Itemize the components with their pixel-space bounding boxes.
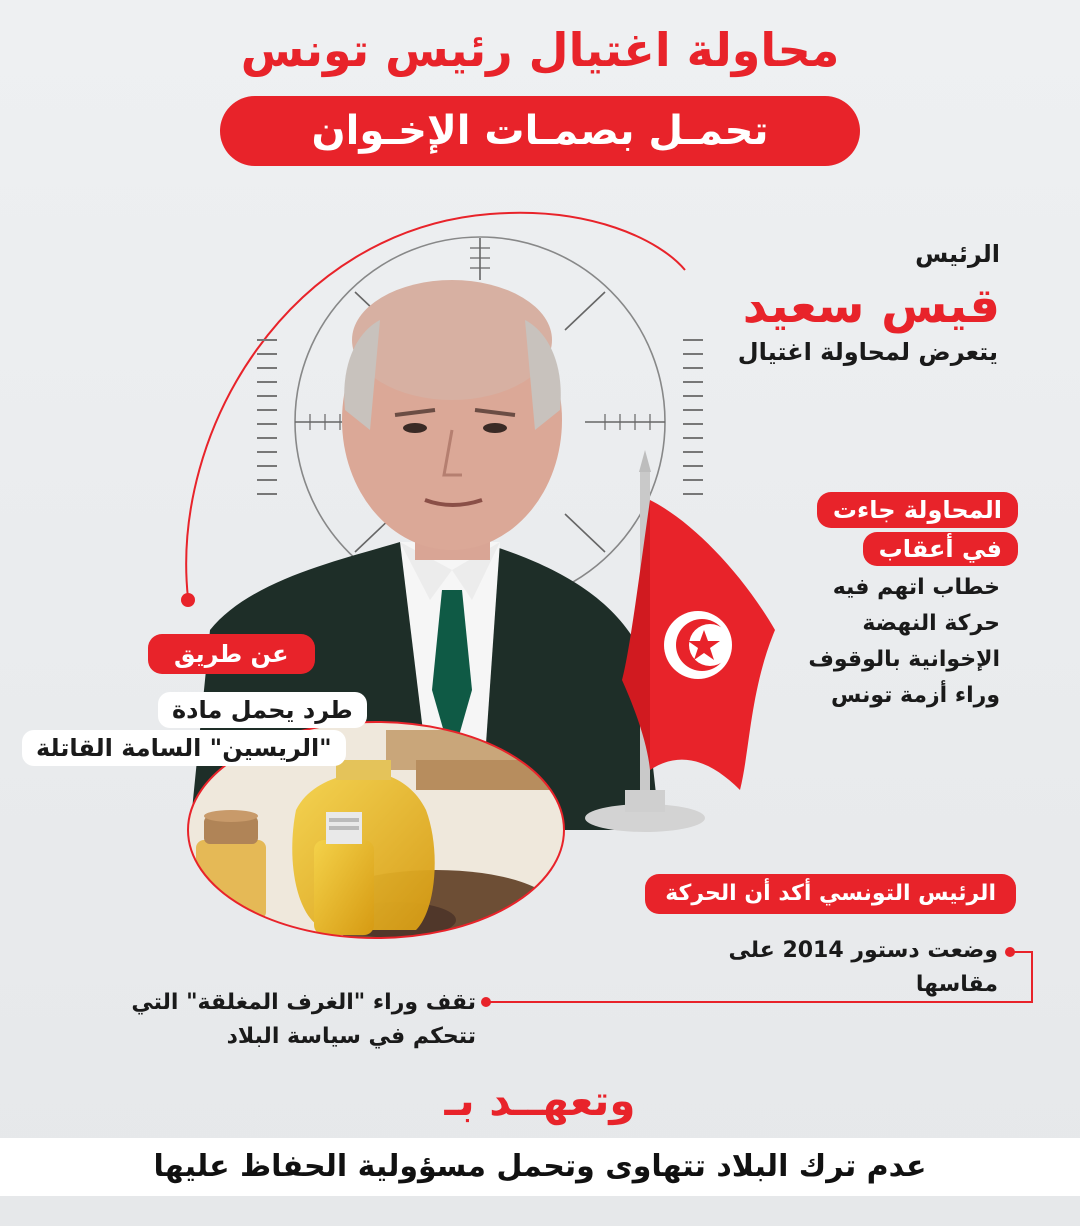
claim-line: وضعت دستور 2014 على	[728, 938, 998, 963]
method-line1: طرد يحمل مادة	[158, 692, 367, 728]
pledge-text: عدم ترك البلاد تتهاوى وتحمل مسؤولية الحفاظ عليها	[0, 1138, 1080, 1196]
claims-pill: الرئيس التونسي أكد أن الحركة	[645, 874, 1016, 914]
pledge-heading: وتعهــد بـ	[444, 1076, 636, 1125]
claim-line: تتحكم في سياسة البلاد	[226, 1024, 476, 1049]
claim-line: تقف وراء "الغرف المغلقة" التي	[131, 990, 476, 1015]
president-name: قيس سعيد	[742, 278, 1000, 334]
method-pill: عن طريق	[148, 634, 315, 674]
context-pill-2-wrap	[863, 532, 1018, 566]
context-line: حركة النهضة	[862, 611, 1000, 636]
context-text	[740, 570, 1000, 714]
claim-point-1	[678, 934, 998, 1002]
claims-pill-wrap	[645, 874, 1016, 914]
president-role: الرئيس	[915, 240, 1000, 268]
context-line: الإخوانية بالوقوف	[808, 647, 1000, 672]
president-status: يتعرض لمحاولة اغتيال	[737, 338, 998, 366]
method-line2: "الريسين" السامة القاتلة	[22, 730, 346, 766]
context-pill-line1: المحاولة جاءت	[817, 492, 1018, 528]
claim-line: مقاسها	[915, 972, 998, 997]
page-title: محاولة اغتيال رئيس تونس	[240, 23, 840, 77]
context-pill-line2: في أعقاب	[863, 532, 1018, 566]
claim-point-2	[76, 986, 476, 1054]
context-pills	[817, 492, 1018, 528]
context-line: خطاب اتهم فيه	[832, 575, 1000, 600]
method-pill-wrap	[148, 634, 315, 674]
method-line2-wrap	[22, 730, 346, 766]
page-subtitle: تحمـل بصمـات الإخـوان	[220, 96, 860, 166]
context-line: وراء أزمة تونس	[830, 683, 1000, 708]
method-line1-wrap	[158, 692, 367, 728]
